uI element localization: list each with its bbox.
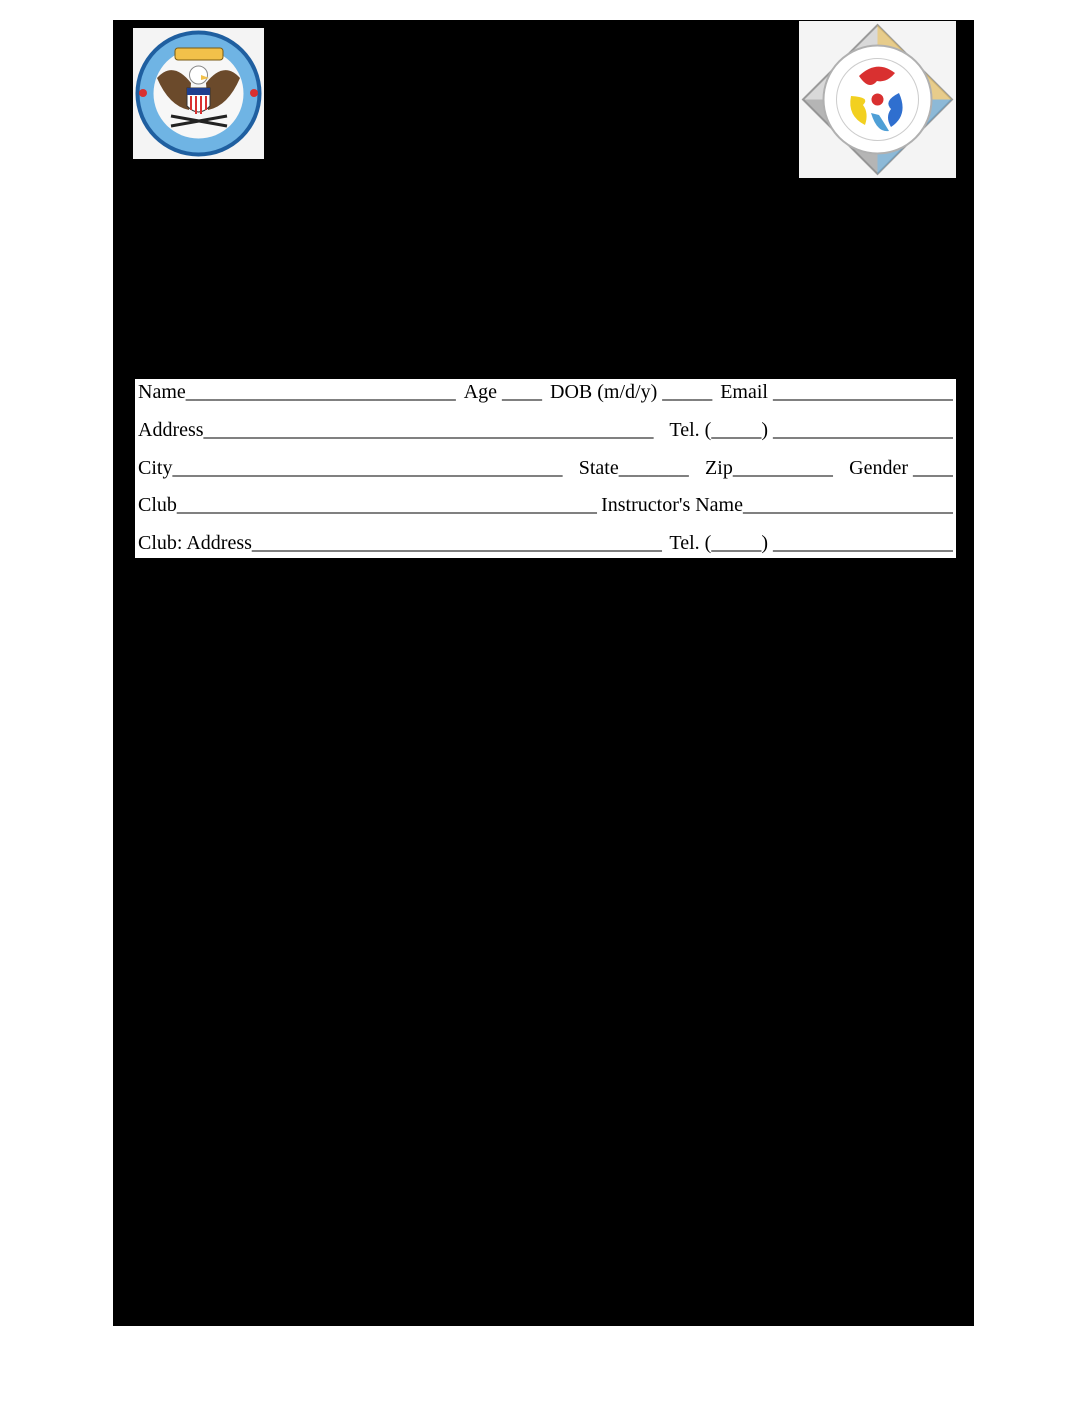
form-row-club-address	[138, 528, 953, 558]
address-field[interactable]: Address_____________________________________________	[138, 419, 654, 441]
federation-emblem-icon	[799, 21, 956, 178]
club-telephone-field[interactable]: Tel. (_____) __________________	[669, 532, 953, 554]
eagle-emblem-icon	[133, 28, 264, 159]
gender-field[interactable]: Gender ____	[849, 457, 953, 479]
form-row-city	[138, 453, 953, 483]
email-field[interactable]: Email __________________	[720, 381, 953, 403]
registration-form	[135, 379, 956, 558]
zip-field[interactable]: Zip__________	[705, 457, 833, 479]
dob-field[interactable]: DOB (m/d/y) _____	[550, 381, 713, 403]
telephone-field[interactable]: Tel. (_____) __________________	[669, 419, 953, 441]
document-page	[113, 20, 974, 1326]
instructor-name-field[interactable]: Instructor's Name_____________________	[601, 494, 953, 516]
name-field[interactable]: Name___________________________	[138, 381, 456, 403]
form-row-name	[138, 377, 953, 407]
city-field[interactable]: City_______________________________________	[138, 457, 563, 479]
club-field[interactable]: Club__________________________________________	[138, 494, 597, 516]
form-row-address	[138, 415, 953, 445]
club-address-field[interactable]: Club: Address_________________________________________	[138, 532, 662, 554]
kummooyeh-federation-logo	[799, 21, 956, 178]
age-field[interactable]: Age ____	[463, 381, 543, 403]
form-row-club	[138, 490, 953, 520]
state-field[interactable]: State_______	[578, 457, 689, 479]
gumdo-association-logo	[133, 28, 264, 159]
